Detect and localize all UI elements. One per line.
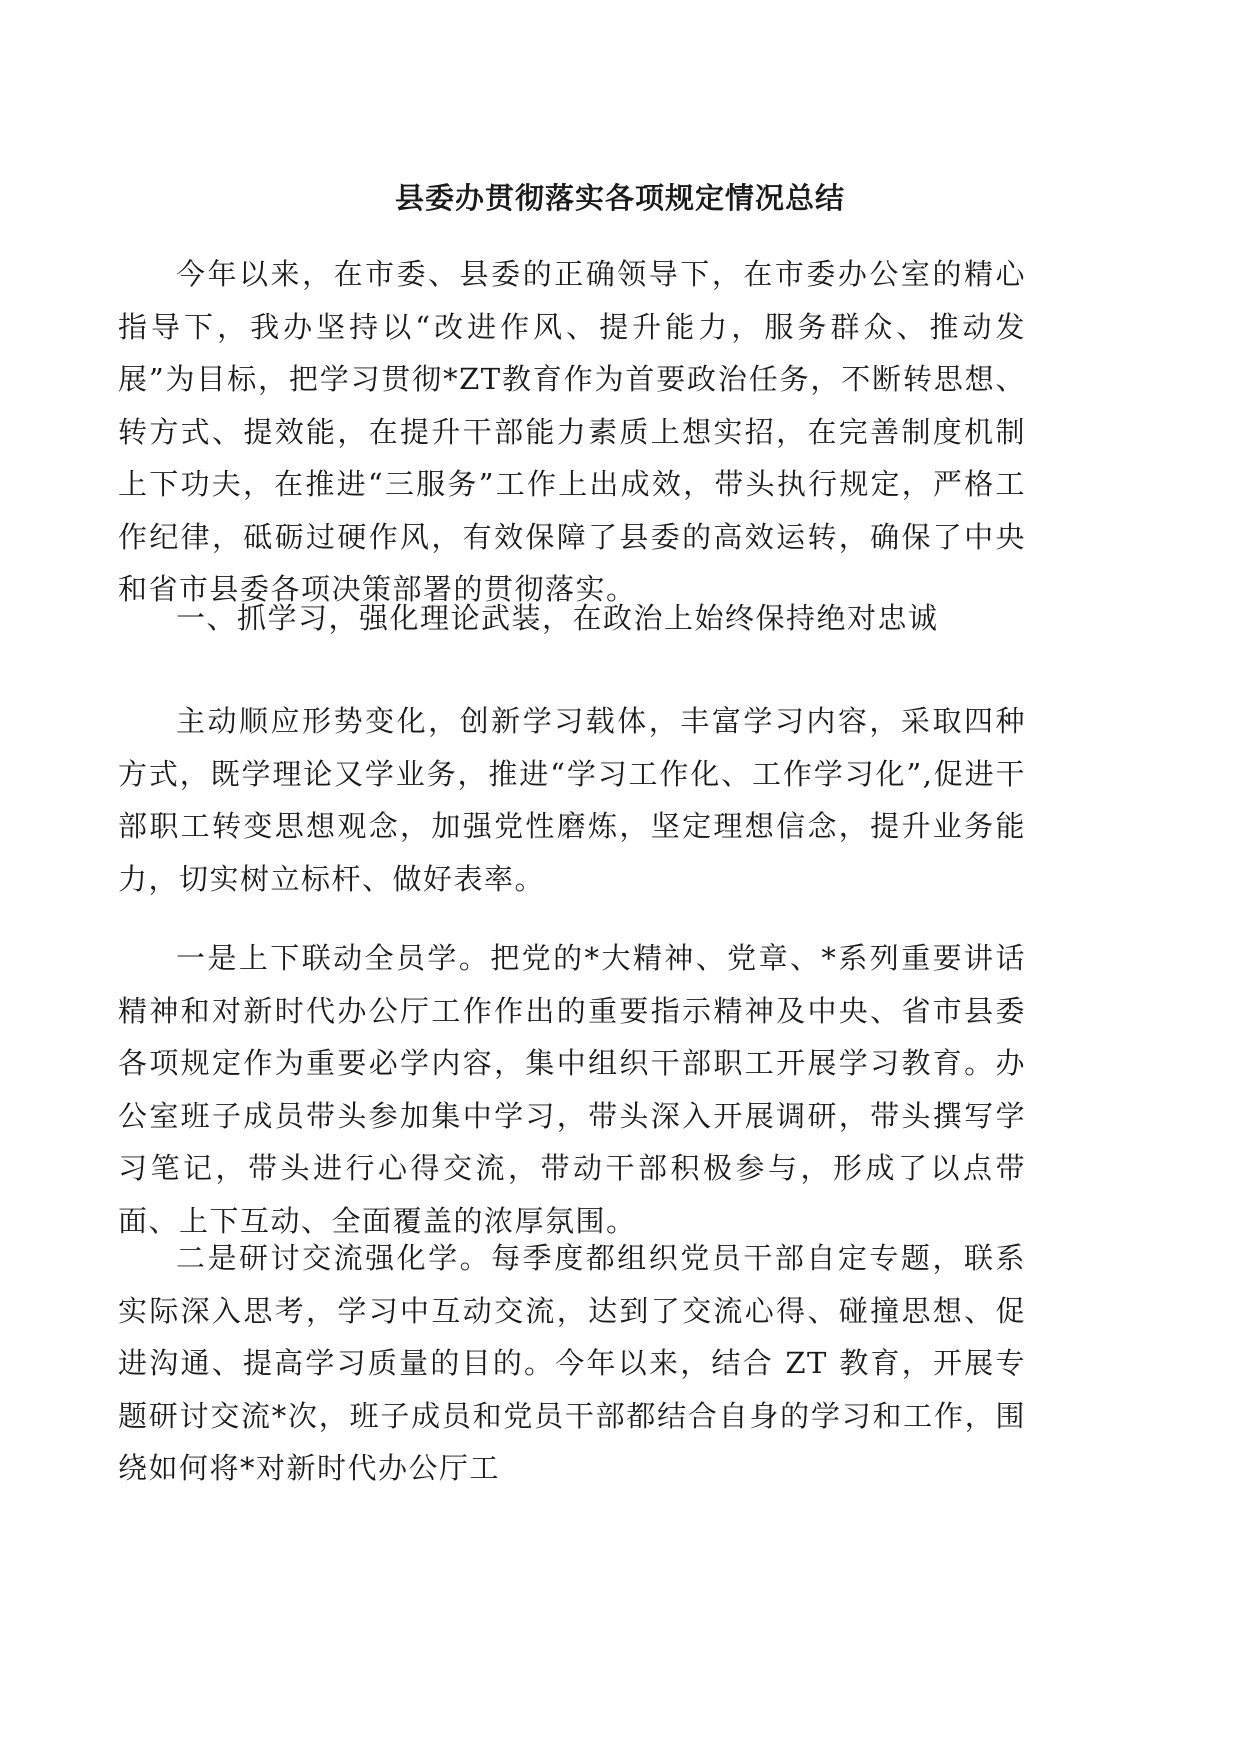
section-intro-paragraph: 主动顺应形势变化，创新学习载体，丰富学习内容，采取四种方式，既学理论又学业务，推进“学习工作化、工作学习化”,促进干部职工转变思想观念，加强党性磨炼，坚定理想信念，提升业务能力，切实树立标杆、做好表率。: [118, 704, 1026, 896]
document-title: 县委办贯彻落实各项规定情况总结: [394, 181, 845, 215]
item-paragraph-1: 一是上下联动全员学。把党的*大精神、党章、*系列重要讲话精神和对新时代办公厅工作作出的重要指示精神及中央、省市县委各项规定作为重要必学内容，集中组织干部职工开展学习教育。办公室班子成员带头参加集中学习，带头深入开展调研，带头撰写学习笔记，带头进行心得交流，带动干部积极参与，形成了以点带面、上下互动、全面覆盖的浓厚氛围。: [118, 941, 1026, 1238]
item-paragraph-2: 二是研讨交流强化学。每季度都组织党员干部自定专题，联系实际深入思考，学习中互动交流，达到了交流心得、碰撞思想、促进沟通、提高学习质量的目的。今年以来，结合 ZT 教育，开展专题研讨交流*次，班子成员和党员干部都结合自身的学习和工作，围绕如何将*对新时代办公厅工: [118, 1241, 1026, 1485]
intro-paragraph: 今年以来，在市委、县委的正确领导下，在市委办公室的精心指导下，我办坚持以“改进作风、提升能力，服务群众、推动发展”为目标，把学习贯彻*ZT教育作为首要政治任务，不断转思想、转方式、提效能，在提升干部能力素质上想实招，在完善制度机制上下功夫，在推进“三服务”工作上出成效，带头执行规定，严格工作纪律，砥砺过硬作风，有效保障了县委的高效运转，确保了中央和省市县委各项决策部署的贯彻落实。: [118, 257, 1026, 606]
section-heading: 一、抓学习，强化理论武装，在政治上始终保持绝对忠诚: [176, 601, 939, 635]
